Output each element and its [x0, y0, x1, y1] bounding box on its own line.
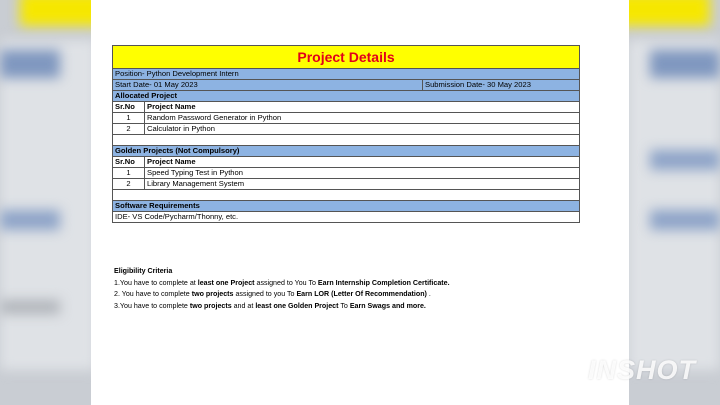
software-text: IDE- VS Code/Pycharm/Thonny, etc. [113, 212, 580, 223]
eligibility-criteria [114, 266, 450, 312]
golden-col-name: Project Name [145, 157, 580, 168]
row-number: 2 [113, 124, 145, 135]
row-number: 1 [113, 168, 145, 179]
page-title: Project Details [113, 46, 580, 69]
eligibility-item: 1.You have to complete at least one Project assigned to You To Earn Internship Completion Certificate. [114, 278, 450, 287]
allocated-col-name: Project Name [145, 102, 580, 113]
position-row: Position- Python Development Intern [113, 69, 580, 80]
software-heading: Software Requirements [113, 201, 580, 212]
golden-col-no: Sr.No [113, 157, 145, 168]
document-page [91, 0, 629, 405]
submission-date: Submission Date- 30 May 2023 [423, 80, 580, 91]
allocated-heading: Allocated Project [113, 91, 580, 102]
eligibility-item: 2. You have to complete two projects assigned to you To Earn LOR (Letter Of Recommendation) . [114, 290, 431, 299]
row-number: 1 [113, 113, 145, 124]
table-row [113, 124, 580, 135]
eligibility-heading: Eligibility Criteria [114, 267, 173, 275]
start-date: Start Date- 01 May 2023 [113, 80, 423, 91]
project-details-table [112, 45, 580, 223]
table-row [113, 179, 580, 190]
row-number: 2 [113, 179, 145, 190]
watermark-logo: INSHOT [588, 355, 697, 385]
project-name: Speed Typing Test in Python [145, 168, 580, 179]
project-name: Calculator in Python [145, 124, 580, 135]
table-row [113, 168, 580, 179]
eligibility-item: 3.You have to complete two projects and at least one Golden Project To Earn Swags and more. [114, 301, 426, 310]
project-name: Random Password Generator in Python [145, 113, 580, 124]
table-row [113, 113, 580, 124]
golden-heading: Golden Projects (Not Compulsory) [113, 146, 580, 157]
allocated-col-no: Sr.No [113, 102, 145, 113]
project-name: Library Management System [145, 179, 580, 190]
